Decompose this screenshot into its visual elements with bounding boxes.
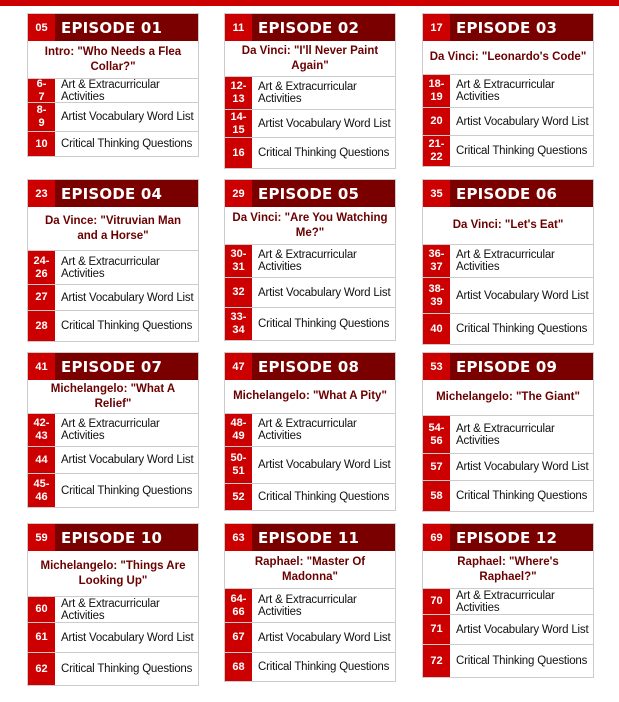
episode-title: EPISODE 04 bbox=[55, 180, 198, 207]
episode-page-number: 29 bbox=[225, 180, 252, 207]
episode-card bbox=[27, 13, 199, 157]
episode-header bbox=[28, 14, 198, 41]
episode-subtitle: Da Vinci: "I'll Never Paint Again" bbox=[225, 41, 395, 77]
episode-subtitle: Michelangelo: "Things Are Looking Up" bbox=[28, 551, 198, 597]
episode-card bbox=[422, 179, 594, 345]
episode-card bbox=[422, 523, 594, 678]
toc-row bbox=[423, 136, 593, 166]
toc-row bbox=[28, 623, 198, 653]
row-page-number: 58 bbox=[423, 481, 450, 511]
episode-page-number: 47 bbox=[225, 353, 252, 380]
row-page-number: 40 bbox=[423, 314, 450, 344]
episode-page-number: 59 bbox=[28, 524, 55, 551]
row-page-number: 57 bbox=[423, 454, 450, 480]
row-label: Critical Thinking Questions bbox=[456, 323, 588, 335]
episode-page-number: 17 bbox=[423, 14, 450, 41]
toc-row bbox=[225, 447, 395, 484]
toc-row bbox=[225, 278, 395, 308]
episode-card bbox=[224, 13, 396, 169]
row-label: Critical Thinking Questions bbox=[61, 138, 193, 150]
toc-row bbox=[225, 623, 395, 653]
row-label: Artist Vocabulary Word List bbox=[456, 289, 589, 302]
toc-row bbox=[423, 108, 593, 136]
top-accent-bar bbox=[0, 0, 619, 6]
toc-row bbox=[28, 103, 198, 132]
episode-title: EPISODE 01 bbox=[55, 14, 198, 41]
row-page-number: 20 bbox=[423, 108, 450, 135]
row-page-number: 48- 49 bbox=[225, 414, 252, 446]
episode-page-number: 41 bbox=[28, 353, 55, 380]
row-label: Art & Extracurricular Activities bbox=[61, 418, 160, 442]
toc-row bbox=[225, 77, 395, 110]
row-page-number: 45- 46 bbox=[28, 474, 55, 507]
row-label: Art & Extracurricular Activities bbox=[258, 418, 357, 442]
toc-row bbox=[423, 615, 593, 645]
row-page-number: 61 bbox=[28, 623, 55, 652]
episode-header bbox=[423, 14, 593, 41]
toc-row bbox=[28, 285, 198, 311]
episode-header bbox=[28, 353, 198, 380]
episode-subtitle: Da Vinci: "Let's Eat" bbox=[423, 207, 593, 245]
row-page-number: 70 bbox=[423, 589, 450, 614]
row-page-number: 64- 66 bbox=[225, 589, 252, 622]
row-page-number: 27 bbox=[28, 285, 55, 310]
episode-header bbox=[225, 353, 395, 380]
episode-subtitle: Michelangelo: "The Giant" bbox=[423, 380, 593, 416]
row-page-number: 54- 56 bbox=[423, 416, 450, 453]
episode-title: EPISODE 02 bbox=[252, 14, 395, 41]
row-label: Art & Extracurricular Activities bbox=[456, 249, 555, 273]
episode-header bbox=[28, 524, 198, 551]
toc-row bbox=[28, 311, 198, 341]
episode-title: EPISODE 05 bbox=[252, 180, 395, 207]
episode-card bbox=[422, 352, 594, 512]
row-page-number: 68 bbox=[225, 653, 252, 681]
episode-header bbox=[225, 14, 395, 41]
row-page-number: 71 bbox=[423, 615, 450, 644]
row-label: Artist Vocabulary Word List bbox=[258, 117, 391, 130]
row-label: Critical Thinking Questions bbox=[258, 147, 390, 159]
row-label: Critical Thinking Questions bbox=[456, 490, 588, 502]
toc-row bbox=[423, 645, 593, 677]
row-label: Critical Thinking Questions bbox=[61, 320, 193, 332]
row-page-number: 62 bbox=[28, 653, 55, 685]
toc-row bbox=[225, 653, 395, 681]
episode-card bbox=[27, 523, 199, 686]
row-label: Artist Vocabulary Word List bbox=[61, 111, 194, 123]
toc-row bbox=[423, 589, 593, 615]
row-page-number: 18- 19 bbox=[423, 75, 450, 107]
toc-row bbox=[423, 416, 593, 454]
episode-page-number: 11 bbox=[225, 14, 252, 41]
row-page-number: 36- 37 bbox=[423, 245, 450, 277]
row-page-number: 6- 7 bbox=[28, 79, 55, 102]
episode-card bbox=[422, 13, 594, 167]
toc-row bbox=[225, 138, 395, 168]
row-page-number: 44 bbox=[28, 447, 55, 473]
row-label: Art & Extracurricular Activities bbox=[456, 422, 555, 447]
toc-row bbox=[28, 474, 198, 507]
row-label: Critical Thinking Questions bbox=[258, 491, 390, 503]
toc-row bbox=[225, 308, 395, 340]
episode-header bbox=[423, 353, 593, 380]
row-page-number: 12- 13 bbox=[225, 77, 252, 109]
episode-subtitle: Raphael: "Master Of Madonna" bbox=[225, 551, 395, 589]
row-label: Artist Vocabulary Word List bbox=[456, 115, 589, 128]
episode-title: EPISODE 09 bbox=[450, 353, 593, 380]
row-page-number: 14- 15 bbox=[225, 110, 252, 137]
row-label: Art & Extracurricular Activities bbox=[258, 249, 357, 273]
row-label: Critical Thinking Questions bbox=[61, 663, 193, 675]
toc-row bbox=[28, 414, 198, 447]
row-page-number: 52 bbox=[225, 484, 252, 510]
row-page-number: 8- 9 bbox=[28, 103, 55, 131]
row-page-number: 16 bbox=[225, 138, 252, 168]
episode-title: EPISODE 10 bbox=[55, 524, 198, 551]
row-label: Artist Vocabulary Word List bbox=[61, 454, 194, 466]
episode-header bbox=[28, 180, 198, 207]
episode-title: EPISODE 08 bbox=[252, 353, 395, 380]
toc-row bbox=[28, 447, 198, 474]
episode-page-number: 53 bbox=[423, 353, 450, 380]
episode-subtitle: Da Vinci: "Are You Watching Me?" bbox=[225, 207, 395, 245]
row-page-number: 60 bbox=[28, 597, 55, 622]
toc-row bbox=[423, 245, 593, 278]
toc-row bbox=[28, 132, 198, 156]
toc-row bbox=[225, 589, 395, 623]
row-label: Art & Extracurricular Activities bbox=[258, 81, 357, 105]
toc-row bbox=[225, 110, 395, 138]
episode-card bbox=[224, 523, 396, 682]
toc-row bbox=[423, 278, 593, 314]
episode-subtitle: Da Vince: "Vitruvian Man and a Horse" bbox=[28, 207, 198, 251]
episode-header bbox=[423, 180, 593, 207]
row-page-number: 67 bbox=[225, 623, 252, 652]
row-label: Art & Extracurricular Activities bbox=[61, 597, 160, 622]
episode-title: EPISODE 06 bbox=[450, 180, 593, 207]
row-label: Critical Thinking Questions bbox=[456, 145, 588, 157]
row-page-number: 24- 26 bbox=[28, 251, 55, 284]
row-label: Artist Vocabulary Word List bbox=[456, 623, 589, 636]
toc-row bbox=[28, 251, 198, 285]
episode-page-number: 23 bbox=[28, 180, 55, 207]
toc-row bbox=[225, 484, 395, 510]
row-label: Critical Thinking Questions bbox=[61, 484, 193, 497]
row-label: Art & Extracurricular Activities bbox=[61, 78, 160, 103]
row-label: Artist Vocabulary Word List bbox=[258, 459, 391, 471]
episode-card bbox=[27, 179, 199, 342]
row-page-number: 28 bbox=[28, 311, 55, 341]
row-page-number: 50- 51 bbox=[225, 447, 252, 483]
row-label: Art & Extracurricular Activities bbox=[456, 79, 555, 103]
episode-title: EPISODE 07 bbox=[55, 353, 198, 380]
row-page-number: 38- 39 bbox=[423, 278, 450, 313]
episode-subtitle: Raphael: "Where's Raphael?" bbox=[423, 551, 593, 589]
episode-page-number: 69 bbox=[423, 524, 450, 551]
episode-card bbox=[224, 179, 396, 341]
row-label: Critical Thinking Questions bbox=[258, 318, 390, 330]
episode-page-number: 05 bbox=[28, 14, 55, 41]
row-label: Artist Vocabulary Word List bbox=[456, 461, 589, 473]
episode-subtitle: Intro: "Who Needs a Flea Collar?" bbox=[28, 41, 198, 79]
toc-row bbox=[423, 75, 593, 108]
row-page-number: 42- 43 bbox=[28, 414, 55, 446]
episode-header bbox=[225, 180, 395, 207]
toc-row bbox=[28, 597, 198, 623]
episode-subtitle: Da Vinci: "Leonardo's Code" bbox=[423, 41, 593, 75]
toc-row bbox=[28, 79, 198, 103]
row-label: Artist Vocabulary Word List bbox=[258, 631, 391, 644]
toc-row bbox=[423, 481, 593, 511]
toc-row bbox=[28, 653, 198, 685]
row-page-number: 10 bbox=[28, 132, 55, 156]
row-label: Artist Vocabulary Word List bbox=[61, 631, 194, 644]
episode-header bbox=[423, 524, 593, 551]
episode-title: EPISODE 03 bbox=[450, 14, 593, 41]
row-label: Art & Extracurricular Activities bbox=[456, 589, 555, 614]
toc-row bbox=[225, 414, 395, 447]
toc-row bbox=[423, 454, 593, 481]
row-page-number: 33- 34 bbox=[225, 308, 252, 340]
episode-title: EPISODE 11 bbox=[252, 524, 395, 551]
episode-subtitle: Michelangelo: "What A Relief" bbox=[28, 380, 198, 414]
row-label: Art & Extracurricular Activities bbox=[258, 593, 357, 618]
row-page-number: 72 bbox=[423, 645, 450, 677]
row-page-number: 30- 31 bbox=[225, 245, 252, 277]
episode-page-number: 35 bbox=[423, 180, 450, 207]
episode-title: EPISODE 12 bbox=[450, 524, 593, 551]
episode-card bbox=[27, 352, 199, 508]
episode-subtitle: Michelangelo: "What A Pity" bbox=[225, 380, 395, 414]
row-label: Art & Extracurricular Activities bbox=[61, 255, 160, 280]
episode-page-number: 63 bbox=[225, 524, 252, 551]
row-label: Critical Thinking Questions bbox=[258, 661, 390, 673]
toc-row bbox=[423, 314, 593, 344]
row-page-number: 21- 22 bbox=[423, 136, 450, 166]
row-label: Artist Vocabulary Word List bbox=[61, 291, 194, 304]
episode-card bbox=[224, 352, 396, 511]
row-page-number: 32 bbox=[225, 278, 252, 307]
toc-row bbox=[225, 245, 395, 278]
row-label: Critical Thinking Questions bbox=[456, 655, 588, 667]
episode-header bbox=[225, 524, 395, 551]
row-label: Artist Vocabulary Word List bbox=[258, 286, 391, 299]
